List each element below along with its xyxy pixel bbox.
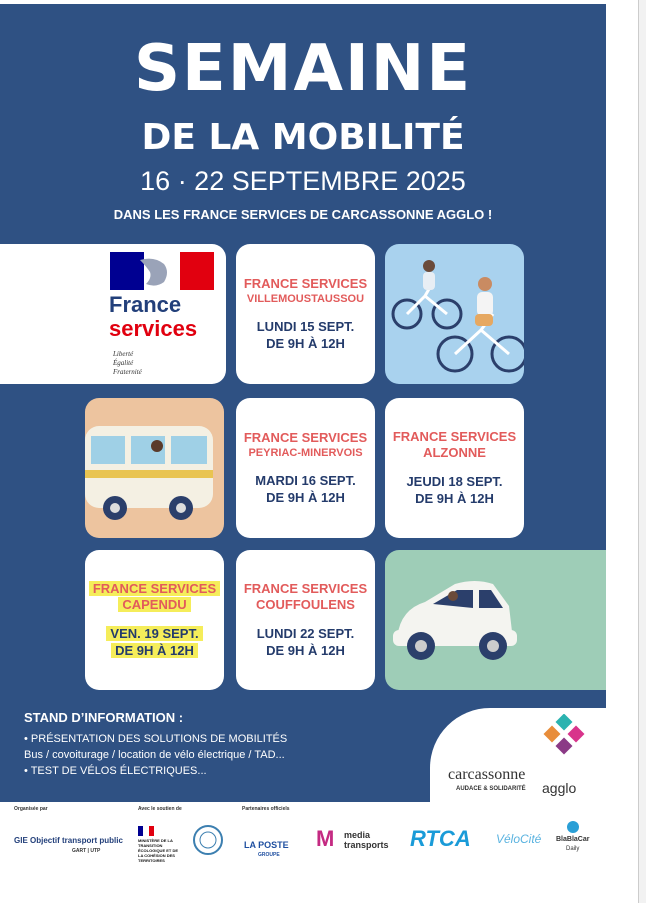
blablacar-icon (566, 820, 580, 834)
session-place: COUFFOULENS (256, 597, 355, 612)
partners-label: Partenaires officiels (242, 806, 290, 812)
session-place: CAPENDU (118, 597, 190, 612)
agglo-motto: AUDACE & SOLIDARITÉ (456, 786, 526, 792)
bus-illustration (85, 398, 224, 538)
session-day: JEUDI 18 SEPT. (406, 474, 503, 489)
info-heading: STAND D’INFORMATION : (24, 710, 184, 725)
session-place: PEYRIAC-MINERVOIS (248, 447, 363, 459)
cyclists-illustration (385, 244, 524, 384)
title-subtitle: DANS LES FRANCE SERVICES DE CARCASSONNE AGGLO ! (113, 207, 493, 222)
poster (0, 4, 606, 802)
session-card-peyriac-minervois (236, 398, 375, 538)
agglo-word: agglo (542, 780, 577, 796)
velocite-logo: VéloCité (496, 832, 542, 846)
session-name: FRANCE SERVICES (243, 430, 368, 445)
bicycles-icon (385, 244, 524, 384)
session-card-alzonne (385, 398, 524, 538)
info-section (24, 710, 287, 779)
session-time: DE 9H À 12H (266, 643, 345, 658)
session-name: FRANCE SERVICES (243, 276, 368, 291)
session-day: LUNDI 15 SEPT. (256, 319, 355, 334)
session-day: MARDI 16 SEPT. (255, 473, 356, 488)
agglo-diamonds-icon (540, 714, 588, 758)
info-line-2: Bus / covoiturage / location de vélo électrique / TAD... (24, 749, 285, 761)
republique-flag-icon (138, 826, 154, 836)
france-services-logo-card (0, 244, 226, 384)
title-dates: 16 · 22 SEPTEMBRE 2025 (140, 166, 466, 196)
session-place: ALZONNE (423, 445, 486, 460)
rtca-logo: RTCA (410, 826, 471, 851)
session-day: LUNDI 22 SEPT. (256, 626, 355, 641)
media-transports-logo: media transports (344, 830, 389, 850)
car-icon (385, 550, 606, 690)
marianne-flag-icon (110, 252, 214, 290)
info-line-3: • TEST DE VÉLOS ÉLECTRIQUES... (24, 765, 207, 777)
session-card-couffoulens (236, 550, 375, 690)
session-day: VEN. 19 SEPT. (106, 626, 202, 641)
ministry-logo: MINISTÈRE DE LA TRANSITION ÉCOLOGIQUE ET DE LA COHÉSION DES TERRITOIRES (138, 838, 179, 863)
logo-motto: Liberté Égalité Fraternité (113, 350, 142, 376)
session-card-capendu (85, 550, 224, 690)
laposte-logo: LA POSTE (244, 840, 289, 850)
session-time: DE 9H À 12H (266, 336, 345, 351)
laposte-sub: GROUPE (258, 852, 280, 858)
bus-icon (85, 398, 224, 538)
media-transports-m-icon: M (316, 826, 335, 851)
agglo-name: carcassonne (448, 766, 526, 783)
session-time: DE 9H À 12H (415, 491, 494, 506)
title-semaine: SEMAINE (133, 32, 473, 106)
session-name: FRANCE SERVICES (243, 581, 368, 596)
blablacar-daily: Daily (566, 846, 580, 852)
blablacar-logo: BlaBlaCar (556, 836, 590, 843)
session-name: FRANCE SERVICES (89, 581, 220, 596)
logo-word-france: France (109, 292, 182, 317)
car-illustration (385, 550, 606, 690)
organised-label: Organisée par (14, 806, 48, 812)
page-edge (638, 0, 646, 903)
session-place: VILLEMOUSTAUSSOU (246, 293, 365, 305)
info-line-1: • PRÉSENTATION DES SOLUTIONS DE MOBILITÉS (24, 733, 288, 745)
footer-partners (0, 802, 646, 903)
support-label: Avec le soutien de (138, 806, 182, 812)
logo-word-services: services (109, 316, 198, 341)
session-time: DE 9H À 12H (266, 490, 345, 505)
agglo-logo-panel (430, 708, 606, 802)
title-mobilite: DE LA MOBILITÉ (141, 117, 465, 158)
session-name: FRANCE SERVICES (392, 429, 517, 444)
session-time: DE 9H À 12H (111, 643, 198, 658)
gart-logo: GART | UTP (72, 848, 101, 854)
mobility-week-badge-icon (192, 824, 224, 856)
session-card-villemoustaussou (236, 244, 375, 384)
gie-logo: GIE Objectif transport public (14, 836, 123, 845)
